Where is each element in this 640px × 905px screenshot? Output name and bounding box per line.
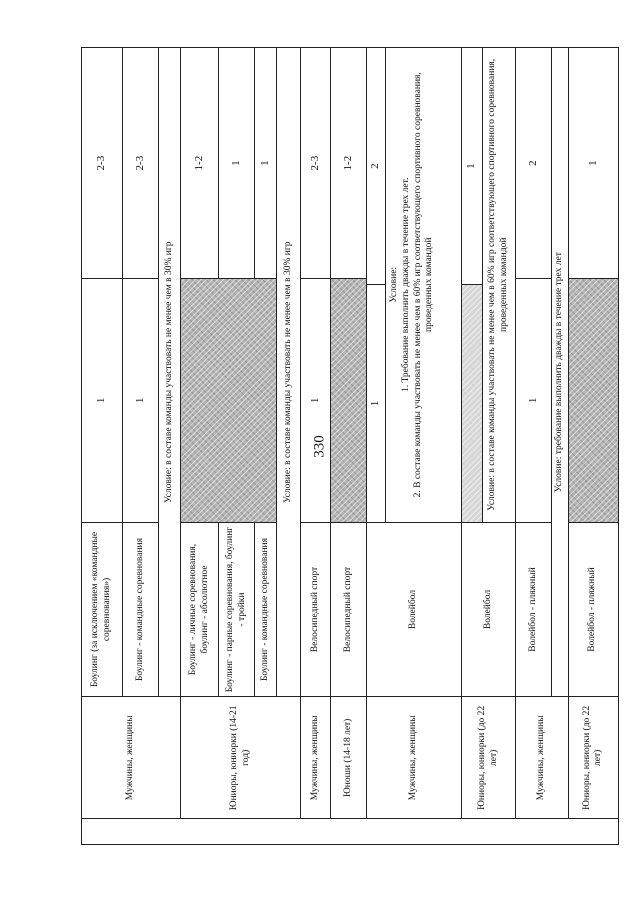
table-cell-discipline: Волейбол: [367, 522, 462, 697]
table-cell-value: 1: [123, 279, 159, 522]
empty-column: [82, 819, 619, 845]
table-cell-value: 1: [516, 279, 552, 522]
table-row: [181, 48, 219, 845]
hatched-cell: [331, 279, 367, 522]
table-row: [82, 48, 123, 845]
table-cell-value: 2-3: [301, 48, 331, 279]
condition-line: Условие:: [388, 266, 399, 303]
table-cell-group: Мужчины, женщины: [82, 697, 181, 819]
table-cell-discipline: Волейбол: [462, 522, 516, 697]
table-cell-group: Юниоры, юниорки (до 22 лет): [462, 697, 516, 819]
table-cell-group: Мужчины, женщины: [301, 697, 331, 819]
table-row: [516, 48, 552, 845]
table-cell-condition: Условие: требование выполнить дважды в течение трех лет: [552, 48, 569, 697]
nested-values: [367, 48, 439, 522]
condition-line: 2. В составе команды участвовать не менее чем в 60% игр соответствующего спортивного соревнования, проведенных командой: [412, 72, 435, 498]
table-row: [301, 48, 331, 845]
table-cell-discipline: Боулинг - личные соревнования, боулинг - абсолютное: [181, 522, 219, 697]
table-cell-group: Юноши (14-18 лет): [331, 697, 367, 819]
qualification-table: [81, 47, 619, 845]
table-cell-values-with-condition: [367, 48, 462, 523]
table-cell-value: 1: [462, 48, 482, 285]
table-cell-value: 1: [568, 48, 618, 279]
table-cell-discipline: Волейбол - пляжный: [516, 522, 552, 697]
table-cell-value: 2: [367, 48, 385, 285]
table-cell-discipline: Боулинг - парные соревнования, боулинг - тройки: [219, 522, 255, 697]
table-cell-condition: Условие: в составе команды участвовать не менее чем в 30% игр: [159, 48, 181, 697]
table-cell-value: 2: [516, 48, 552, 279]
table-cell-value: 1: [255, 48, 277, 279]
table-cell-value: 2-3: [82, 48, 123, 279]
table-cell-group: Мужчины, женщины: [367, 697, 462, 819]
table-cell-group: Юниоры, юниорки (14-21 год): [181, 697, 301, 819]
table-cell-condition: Условие: в составе команды участвовать не менее чем в 30% игр: [277, 48, 301, 697]
hatched-cell: [568, 279, 618, 522]
table-cell-discipline: Боулинг - командные соревнования: [255, 522, 277, 697]
table-cell-value: 1-2: [331, 48, 367, 279]
table-row: [568, 48, 618, 845]
table-cell-group: Мужчины, женщины: [516, 697, 569, 819]
table-cell-value: 1: [82, 279, 123, 522]
table-cell-value: 1-2: [181, 48, 219, 279]
hatched-cell: [181, 279, 277, 522]
page-number: 330: [311, 435, 328, 458]
table-cell-value: 1: [301, 279, 331, 522]
hatched-cell: [462, 285, 482, 522]
table-cell-discipline: Боулинг - командные соревнования: [123, 522, 159, 697]
table-row: [367, 48, 462, 845]
table-cell-condition: Условие: в составе команды участвовать не менее чем в 60% игр соответствующего спортивного соревнования, проведенных командой: [486, 58, 509, 511]
table-cell-value: 2-3: [123, 48, 159, 279]
nested-values: [462, 48, 515, 522]
table-cell-value: 1: [367, 285, 385, 522]
table-container: [81, 47, 605, 845]
table-cell-discipline: Волейбол - пляжный: [568, 522, 618, 697]
table-cell-discipline: Велосипедный спорт: [301, 522, 331, 697]
table-row: [331, 48, 367, 845]
table-cell-condition: [385, 48, 439, 522]
table-cell-discipline: Велосипедный спорт: [331, 522, 367, 697]
table-cell-group: Юниоры, юниорки (до 22 лет): [568, 697, 618, 819]
table-cell-value: 1: [219, 48, 255, 279]
table-cell-discipline: Боулинг (за исключением «командные соревнования»): [82, 522, 123, 697]
table-cell-values-with-condition: [462, 48, 516, 523]
condition-line: 1. Требование выполнить дважды в течение трех лет.: [400, 177, 411, 393]
table-row: [462, 48, 516, 845]
